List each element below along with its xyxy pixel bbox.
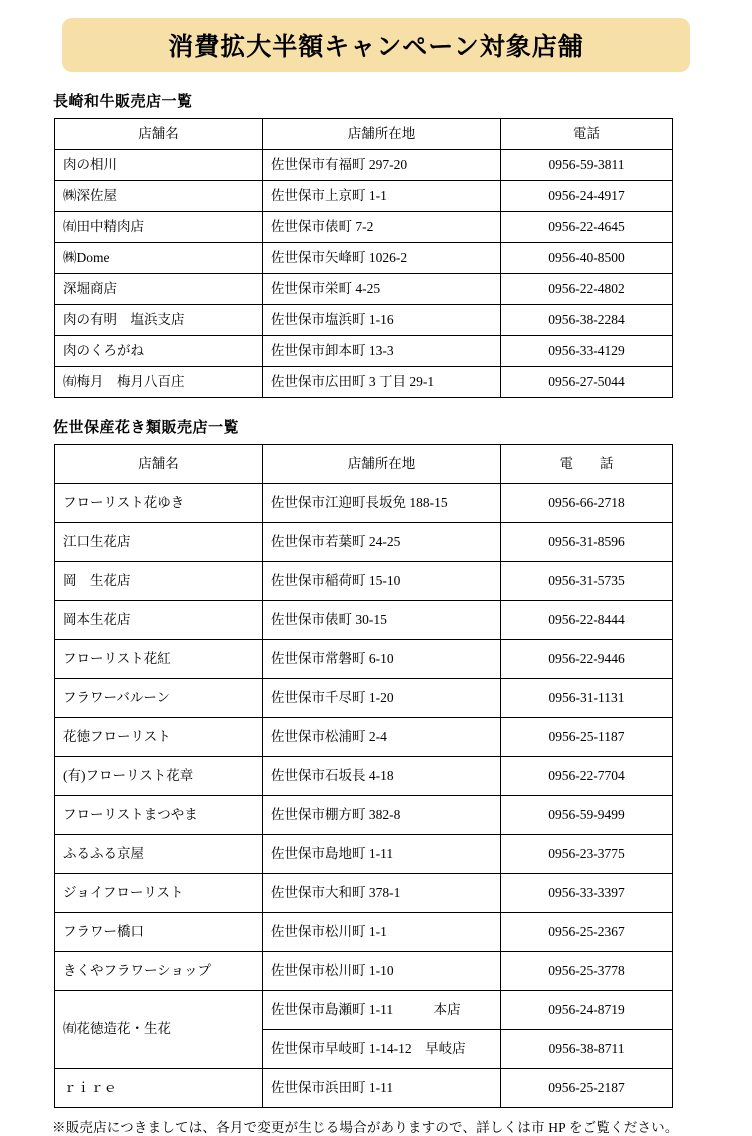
store-tel: 0956-22-8444 [501, 601, 673, 640]
store-name: ふるふる京屋 [55, 835, 263, 874]
table-row [55, 601, 673, 640]
column-header-tel: 電話 [501, 119, 673, 150]
store-tel: 0956-22-4802 [501, 274, 673, 305]
table-row [55, 679, 673, 718]
column-header-tel: 電 話 [501, 445, 673, 484]
store-name: フローリスト花ゆき [55, 484, 263, 523]
store-name: ㈱深佐屋 [55, 181, 263, 212]
table-row [55, 952, 673, 991]
store-address: 佐世保市卸本町 13-3 [263, 336, 501, 367]
table-row [55, 835, 673, 874]
column-header-name: 店舗名 [55, 119, 263, 150]
store-tel: 0956-33-3397 [501, 874, 673, 913]
store-tel: 0956-27-5044 [501, 367, 673, 398]
flower-stores-table [54, 444, 673, 1108]
store-tel: 0956-25-2367 [501, 913, 673, 952]
store-name: ｒｉｒｅ [55, 1069, 263, 1108]
store-name: 肉の有明 塩浜支店 [55, 305, 263, 336]
store-address: 佐世保市塩浜町 1-16 [263, 305, 501, 336]
table-row [55, 913, 673, 952]
store-name: ジョイフローリスト [55, 874, 263, 913]
store-address: 佐世保市島瀬町 1-11 本店 [263, 991, 501, 1030]
table-row [55, 305, 673, 336]
column-header-address: 店舗所在地 [263, 119, 501, 150]
store-tel: 0956-59-9499 [501, 796, 673, 835]
table-row [55, 484, 673, 523]
store-name: フローリスト花紅 [55, 640, 263, 679]
store-address: 佐世保市石坂長 4-18 [263, 757, 501, 796]
store-tel: 0956-31-8596 [501, 523, 673, 562]
table-row [55, 150, 673, 181]
store-address: 佐世保市栄町 4-25 [263, 274, 501, 305]
store-name: ㈲花徳造花・生花 [55, 991, 263, 1069]
store-address: 佐世保市島地町 1-11 [263, 835, 501, 874]
store-name: ㈲田中精肉店 [55, 212, 263, 243]
store-tel: 0956-24-8719 [501, 991, 673, 1030]
store-address: 佐世保市早岐町 1-14-12 早岐店 [263, 1030, 501, 1069]
table-row [55, 212, 673, 243]
campaign-banner [62, 18, 690, 72]
store-tel: 0956-66-2718 [501, 484, 673, 523]
table-row [55, 367, 673, 398]
store-address: 佐世保市常磐町 6-10 [263, 640, 501, 679]
beef-stores-table [54, 118, 673, 398]
table-header-row [55, 119, 673, 150]
table-row [55, 640, 673, 679]
store-address: 佐世保市千尽町 1-20 [263, 679, 501, 718]
store-name: フラワーバルーン [55, 679, 263, 718]
table-row [55, 274, 673, 305]
store-address: 佐世保市松川町 1-10 [263, 952, 501, 991]
store-address: 佐世保市松浦町 2-4 [263, 718, 501, 757]
store-tel: 0956-40-8500 [501, 243, 673, 274]
store-address: 佐世保市江迎町長坂免 188-15 [263, 484, 501, 523]
store-tel: 0956-25-3778 [501, 952, 673, 991]
store-name: ㈱Dome [55, 243, 263, 274]
store-tel: 0956-33-4129 [501, 336, 673, 367]
store-name: 江口生花店 [55, 523, 263, 562]
store-name: 肉の相川 [55, 150, 263, 181]
store-name: ㈲梅月 梅月八百庄 [55, 367, 263, 398]
store-name: きくやフラワーショップ [55, 952, 263, 991]
store-address: 佐世保市矢峰町 1026-2 [263, 243, 501, 274]
store-address: 佐世保市浜田町 1-11 [263, 1069, 501, 1108]
store-name: 深堀商店 [55, 274, 263, 305]
store-tel: 0956-25-1187 [501, 718, 673, 757]
store-address: 佐世保市有福町 297-20 [263, 150, 501, 181]
store-address: 佐世保市稲荷町 15-10 [263, 562, 501, 601]
table-row [55, 243, 673, 274]
store-tel: 0956-25-2187 [501, 1069, 673, 1108]
store-tel: 0956-22-7704 [501, 757, 673, 796]
footnote: ※販売店につきましては、各月で変更が生じる場合がありますので、詳しくは市 HP をご覧ください。 [52, 1120, 679, 1135]
store-name: フローリストまつやま [55, 796, 263, 835]
store-tel: 0956-38-2284 [501, 305, 673, 336]
store-tel: 0956-22-9446 [501, 640, 673, 679]
store-address: 佐世保市松川町 1-1 [263, 913, 501, 952]
store-tel: 0956-31-5735 [501, 562, 673, 601]
table-row [55, 181, 673, 212]
store-name: 花徳フローリスト [55, 718, 263, 757]
table-row [55, 336, 673, 367]
store-name: 肉のくろがね [55, 336, 263, 367]
store-address: 佐世保市上京町 1-1 [263, 181, 501, 212]
table-row [55, 1069, 673, 1108]
store-address: 佐世保市大和町 378-1 [263, 874, 501, 913]
section-heading-flowers: 佐世保産花き類販売店一覧 [53, 420, 240, 436]
table-row [55, 718, 673, 757]
store-name: (有)フローリスト花章 [55, 757, 263, 796]
table-row [55, 796, 673, 835]
store-tel: 0956-38-8711 [501, 1030, 673, 1069]
store-tel: 0956-24-4917 [501, 181, 673, 212]
store-address: 佐世保市若葉町 24-25 [263, 523, 501, 562]
store-address: 佐世保市棚方町 382-8 [263, 796, 501, 835]
column-header-address: 店舗所在地 [263, 445, 501, 484]
table-header-row [55, 445, 673, 484]
store-name: 岡 生花店 [55, 562, 263, 601]
store-tel: 0956-23-3775 [501, 835, 673, 874]
table-row [55, 562, 673, 601]
store-address: 佐世保市広田町 3 丁目 29-1 [263, 367, 501, 398]
table-row [55, 523, 673, 562]
table-row [55, 757, 673, 796]
store-address: 佐世保市俵町 7-2 [263, 212, 501, 243]
store-tel: 0956-22-4645 [501, 212, 673, 243]
store-name: フラワー橋口 [55, 913, 263, 952]
table-row [55, 874, 673, 913]
store-name: 岡本生花店 [55, 601, 263, 640]
store-tel: 0956-59-3811 [501, 150, 673, 181]
store-tel: 0956-31-1131 [501, 679, 673, 718]
banner-title: 消費拡大半額キャンペーン対象店舗 [168, 34, 584, 61]
column-header-name: 店舗名 [55, 445, 263, 484]
store-address: 佐世保市俵町 30-15 [263, 601, 501, 640]
section-heading-beef: 長崎和牛販売店一覧 [53, 94, 193, 110]
